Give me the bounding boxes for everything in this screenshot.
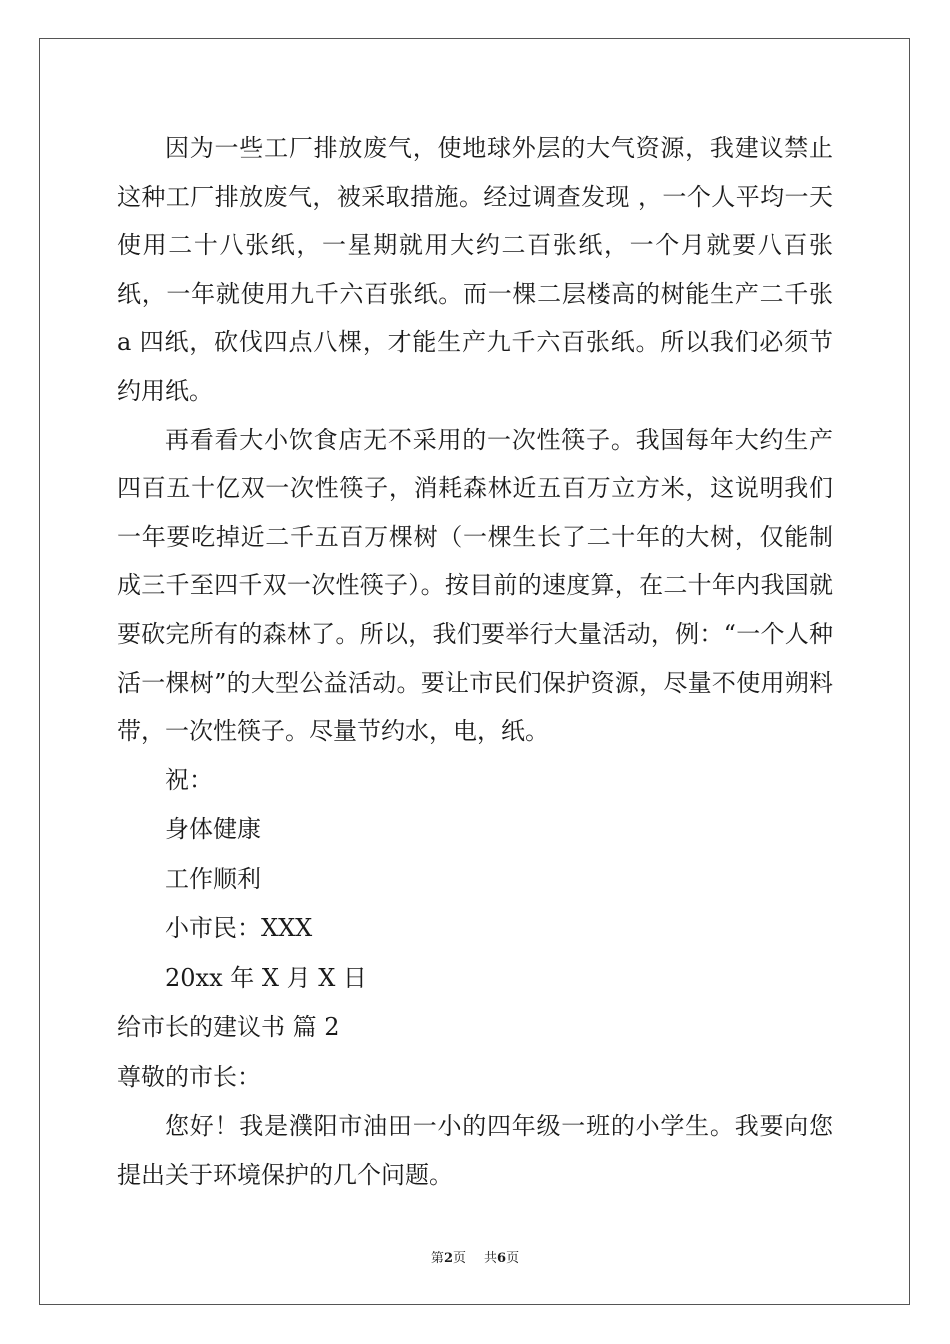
page-current: 2 — [443, 1251, 453, 1266]
document-body — [117, 124, 833, 1199]
paragraph-2: 再看看大小饮食店无不采用的一次性筷子。我国每年大约生产四百五十亿双一次性筷子，消耗森林近五百万立方米，这说明我们一年要吃掉近二千五百万棵树（一棵生长了二十年的大树，仅能制成三千至四千双一次性筷子）。按目前的速度算，在二十年内我国就要砍完所有的森林了。所以，我们要举行大量活动，例：“一个人种活一棵树”的大型公益活动。要让市民们保护资源，尽量不使用朔料带，一次性筷子。尽量节约水，电，纸。 — [117, 425, 833, 746]
total-prefix: 共 — [484, 1251, 498, 1266]
paragraph-1: 因为一些工厂排放废气，使地球外层的大气资源，我建议禁止这种工厂排放废气，被采取措施。经过调查发现 ，一个人平均一天使用二十八张纸，一星期就用大约二百张纸，一个月就要八百张纸，一年就使用九千六百张纸。而一棵二层楼高的树能生产二千张 a 四纸，砍伐四点八棵，才能生产九千六百张纸。所以我们必须节约用纸。 — [117, 134, 833, 405]
total-suffix: 页 — [506, 1251, 520, 1266]
salutation: 尊敬的市长： — [117, 1062, 261, 1091]
closing-wish-work: 工作顺利 — [165, 864, 261, 893]
page-prefix: 第 — [430, 1251, 444, 1266]
letter-date: 20xx 年 X 月 X 日 — [165, 963, 367, 992]
page-suffix: 页 — [452, 1251, 466, 1266]
closing-wish-health: 身体健康 — [165, 815, 261, 844]
page-footer — [0, 1247, 950, 1266]
section-title: 给市长的建议书 篇 2 — [117, 1013, 340, 1042]
signature: 小市民：XXX — [165, 914, 313, 943]
page-total: 6 — [497, 1251, 507, 1266]
paragraph-3: 您好！我是濮阳市油田一小的四年级一班的小学生。我要向您提出关于环境保护的几个问题。 — [117, 1112, 833, 1189]
closing-wish: 祝： — [165, 765, 213, 794]
